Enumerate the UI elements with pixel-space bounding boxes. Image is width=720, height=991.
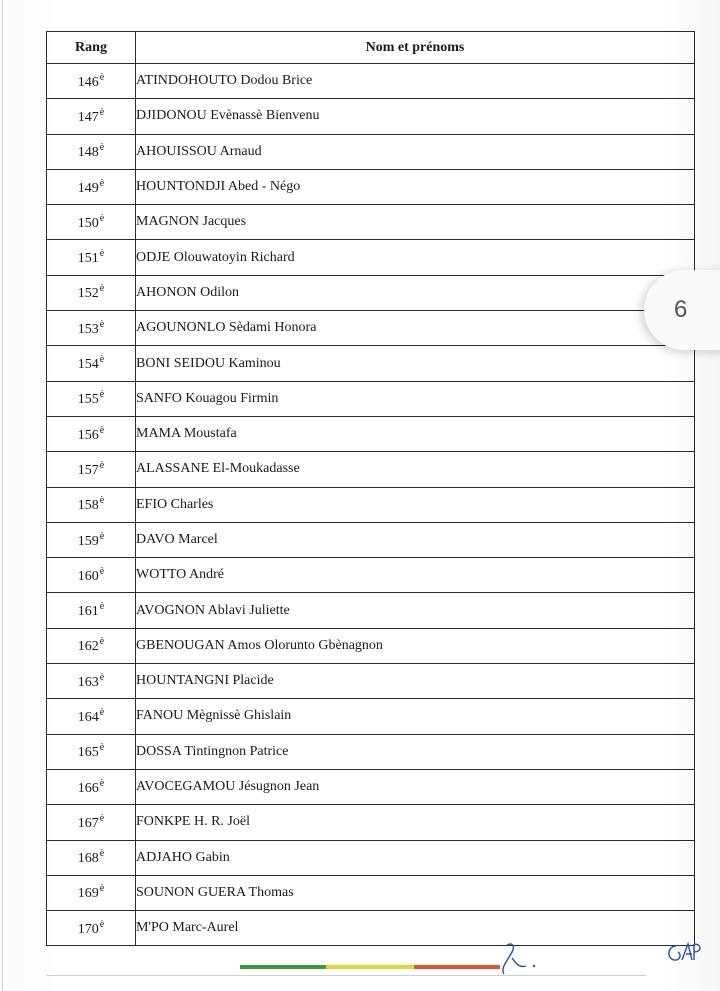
rank-number: 151 <box>77 251 99 267</box>
rank-suffix: è <box>99 459 105 471</box>
rank-suffix: è <box>99 424 105 436</box>
name-cell: BONI SEIDOU Kaminou <box>136 346 695 381</box>
page-number-tab[interactable] <box>644 270 720 350</box>
table-row <box>47 134 695 169</box>
rank-number: 156 <box>77 427 99 443</box>
name-cell: DAVO Marcel <box>136 522 695 557</box>
rank-cell <box>47 416 136 451</box>
flag-stripe-green <box>240 965 326 969</box>
rank-cell <box>47 875 136 910</box>
rank-cell <box>47 522 136 557</box>
rank-cell <box>47 593 136 628</box>
rank-cell <box>47 487 136 522</box>
name-cell: HOUNTANGNI Placide <box>136 664 695 699</box>
rank-cell <box>47 452 136 487</box>
name-cell: GBENOUGAN Amos Olorunto Gbènagnon <box>136 628 695 663</box>
rank-number: 166 <box>77 780 99 796</box>
name-cell: FANOU Mègnissè Ghislain <box>136 699 695 734</box>
rank-number: 167 <box>77 815 99 831</box>
table-row <box>47 911 695 946</box>
name-cell: SANFO Kouagou Firmin <box>136 381 695 416</box>
rank-number: 163 <box>77 674 99 690</box>
rank-suffix: è <box>99 601 105 613</box>
rank-cell <box>47 311 136 346</box>
rank-number: 161 <box>77 604 99 620</box>
name-cell: AHONON Odilon <box>136 275 695 310</box>
rank-cell <box>47 99 136 134</box>
rank-cell <box>47 240 136 275</box>
rank-suffix: è <box>99 71 105 83</box>
rank-number: 169 <box>77 886 99 902</box>
table-row <box>47 205 695 240</box>
table-row <box>47 346 695 381</box>
table-row <box>47 99 695 134</box>
rank-cell <box>47 699 136 734</box>
rank-suffix: è <box>99 212 105 224</box>
table-header-row <box>47 32 695 64</box>
table-row <box>47 699 695 734</box>
name-cell: EFIO Charles <box>136 487 695 522</box>
table-row <box>47 558 695 593</box>
page-number: 6 <box>674 296 688 323</box>
table-row <box>47 64 695 99</box>
name-cell: AVOCEGAMOU Jésugnon Jean <box>136 769 695 804</box>
ranking-table <box>46 31 695 946</box>
name-cell: M'PO Marc-Aurel <box>136 911 695 946</box>
name-cell: ATINDOHOUTO Dodou Brice <box>136 64 695 99</box>
rank-cell <box>47 275 136 310</box>
name-cell: MAMA Moustafa <box>136 416 695 451</box>
rank-suffix: è <box>99 883 105 895</box>
name-cell: WOTTO André <box>136 558 695 593</box>
rank-cell <box>47 840 136 875</box>
table-row <box>47 311 695 346</box>
table-row <box>47 416 695 451</box>
rank-cell <box>47 381 136 416</box>
rank-cell <box>47 169 136 204</box>
name-cell: MAGNON Jacques <box>136 205 695 240</box>
rank-cell <box>47 558 136 593</box>
rank-suffix: è <box>99 177 105 189</box>
rank-suffix: è <box>99 318 105 330</box>
table-row <box>47 593 695 628</box>
rank-number: 159 <box>77 533 99 549</box>
rank-suffix: è <box>99 283 105 295</box>
rank-suffix: è <box>99 812 105 824</box>
rank-suffix: è <box>99 636 105 648</box>
rank-suffix: è <box>99 565 105 577</box>
flag-stripe-yellow <box>326 965 414 969</box>
rank-number: 152 <box>77 286 99 302</box>
rank-number: 158 <box>77 498 99 514</box>
rank-number: 164 <box>77 709 99 725</box>
rank-suffix: è <box>99 248 105 260</box>
rank-suffix: è <box>99 671 105 683</box>
flag-stripe-red <box>414 965 500 969</box>
rank-cell <box>47 911 136 946</box>
rank-cell <box>47 664 136 699</box>
rank-cell <box>47 64 136 99</box>
name-cell: AHOUISSOU Arnaud <box>136 134 695 169</box>
rank-cell <box>47 734 136 769</box>
footer-divider <box>46 975 646 976</box>
table-row <box>47 275 695 310</box>
rank-number: 165 <box>77 745 99 761</box>
rank-number: 146 <box>77 74 99 90</box>
rank-number: 147 <box>77 109 99 125</box>
rank-suffix: è <box>99 742 105 754</box>
rank-number: 170 <box>77 921 99 937</box>
name-cell: FONKPE H. R. Joël <box>136 805 695 840</box>
table-row <box>47 628 695 663</box>
rank-suffix: è <box>99 142 105 154</box>
rank-cell <box>47 346 136 381</box>
rank-suffix: è <box>99 706 105 718</box>
table-row <box>47 840 695 875</box>
table-row <box>47 240 695 275</box>
rank-cell <box>47 805 136 840</box>
rank-number: 155 <box>77 392 99 408</box>
table-row <box>47 452 695 487</box>
rank-number: 154 <box>77 357 99 373</box>
name-cell: DJIDONOU Evènassè Bienvenu <box>136 99 695 134</box>
handwritten-signature <box>496 938 542 978</box>
table-row <box>47 381 695 416</box>
name-cell: HOUNTONDJI Abed - Négo <box>136 169 695 204</box>
rank-number: 153 <box>77 321 99 337</box>
rank-suffix: è <box>99 389 105 401</box>
rank-suffix: è <box>99 530 105 542</box>
table-row <box>47 769 695 804</box>
rank-suffix: è <box>99 495 105 507</box>
header-name: Nom et prénoms <box>136 32 695 64</box>
rank-cell <box>47 205 136 240</box>
rank-suffix: è <box>99 354 105 366</box>
name-cell: DOSSA Tintingnon Patrice <box>136 734 695 769</box>
rank-number: 148 <box>77 145 99 161</box>
header-rank: Rang <box>47 32 136 64</box>
rank-cell <box>47 769 136 804</box>
table-row <box>47 875 695 910</box>
name-cell: ADJAHO Gabin <box>136 840 695 875</box>
rank-suffix: è <box>99 777 105 789</box>
table-row <box>47 169 695 204</box>
name-cell: ODJE Olouwatoyin Richard <box>136 240 695 275</box>
table-body <box>47 64 695 946</box>
rank-number: 168 <box>77 851 99 867</box>
name-cell: SOUNON GUERA Thomas <box>136 875 695 910</box>
page-edge <box>2 0 3 991</box>
rank-number: 160 <box>77 568 99 584</box>
rank-suffix: è <box>99 848 105 860</box>
name-cell: AVOGNON Ablavi Juliette <box>136 593 695 628</box>
rank-suffix: è <box>99 106 105 118</box>
handwritten-initials <box>664 940 704 970</box>
rank-number: 157 <box>77 462 99 478</box>
rank-suffix: è <box>99 918 105 930</box>
rank-cell <box>47 628 136 663</box>
rank-number: 149 <box>77 180 99 196</box>
rank-number: 162 <box>77 639 99 655</box>
table-row <box>47 734 695 769</box>
table-row <box>47 522 695 557</box>
name-cell: AGOUNONLO Sèdami Honora <box>136 311 695 346</box>
rank-number: 150 <box>77 215 99 231</box>
table-row <box>47 805 695 840</box>
name-cell: ALASSANE El-Moukadasse <box>136 452 695 487</box>
table-row <box>47 487 695 522</box>
rank-cell <box>47 134 136 169</box>
table-row <box>47 664 695 699</box>
